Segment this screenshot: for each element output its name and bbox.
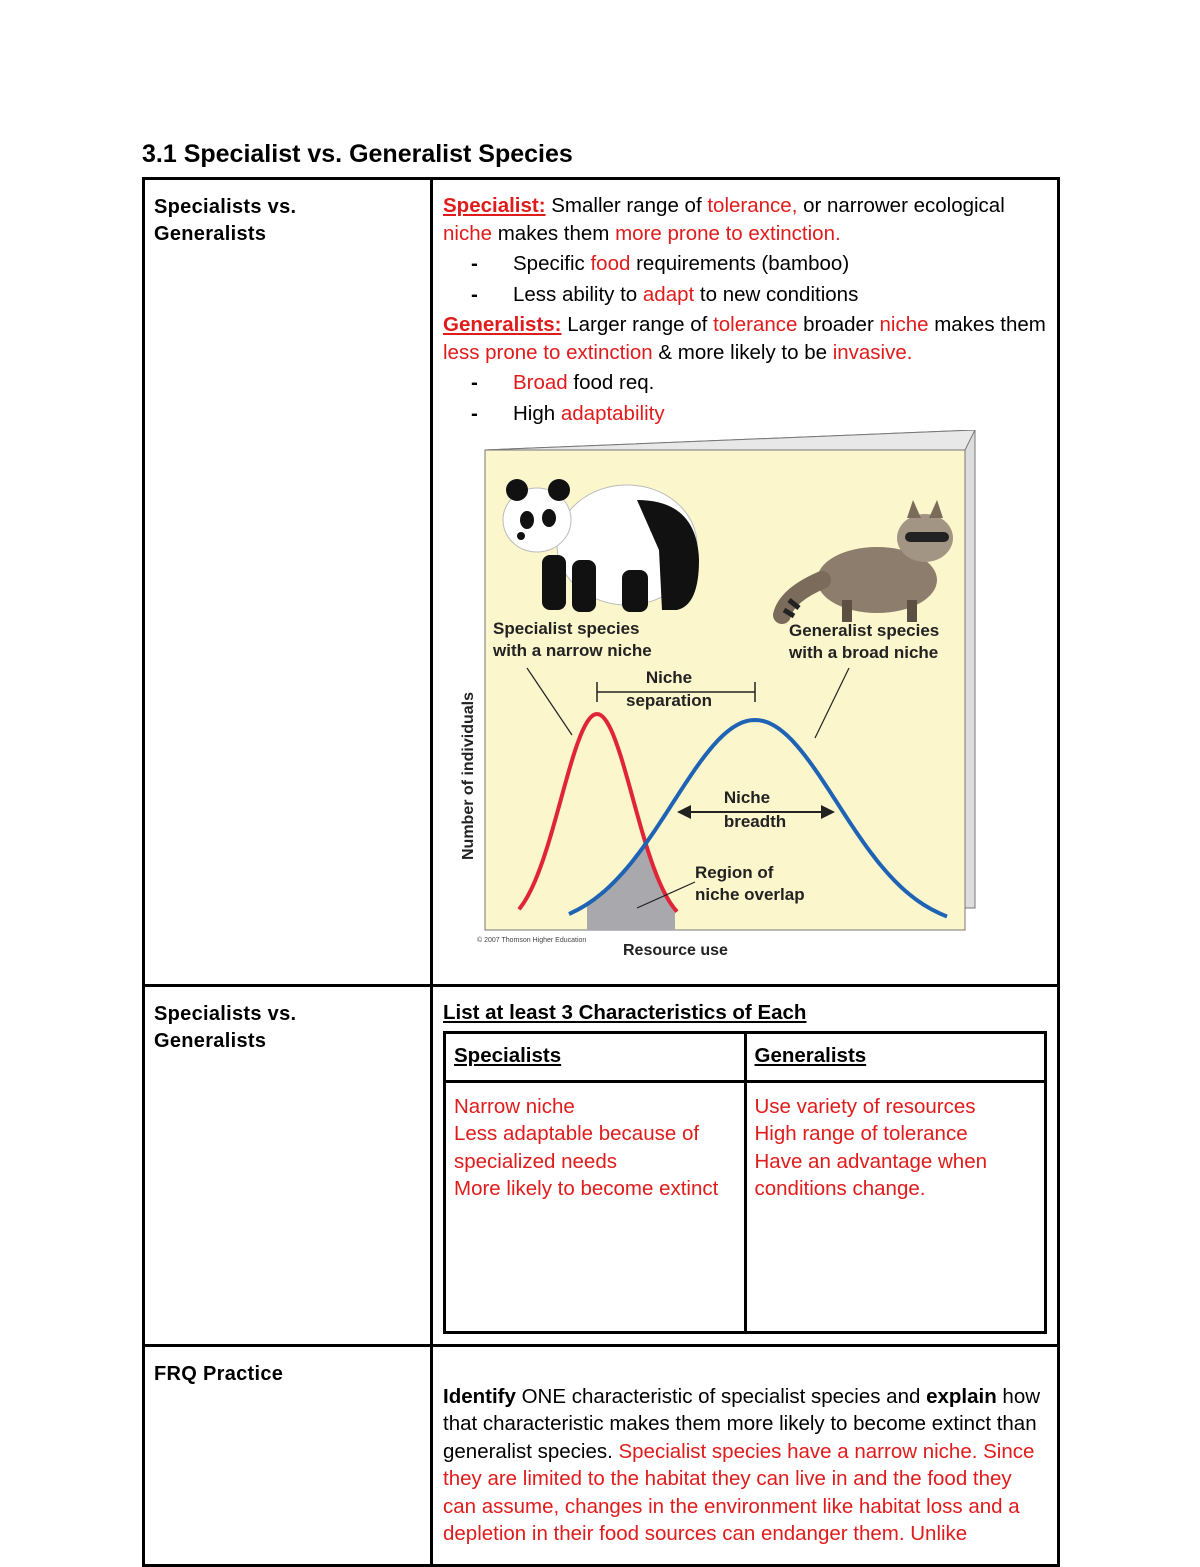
list-item: Narrow niche — [454, 1094, 575, 1118]
niche-diagram — [437, 430, 997, 960]
list-item: - Less ability to adapt to new conditions — [471, 282, 859, 306]
generalists-header: Generalists — [754, 1043, 867, 1067]
table-row — [144, 179, 1059, 986]
specialists-header: Specialists — [454, 1043, 562, 1067]
list-item: Have an advantage when conditions change. — [754, 1149, 988, 1200]
niche-separation-label: Niche — [645, 668, 693, 687]
row-label: FRQ Practice — [154, 1362, 284, 1385]
y-axis-label: Number of individuals — [460, 691, 477, 860]
list-item: Use variety of resources — [754, 1094, 976, 1118]
generalist-caption: Generalist species — [789, 621, 940, 640]
specialist-caption: Specialist species — [493, 619, 640, 638]
generalist-caption-2: with a broad niche — [789, 643, 939, 662]
table-row — [445, 1081, 1046, 1332]
row-content-cell — [432, 986, 1059, 1346]
row-label: Specialists vs. Generalists — [154, 1003, 297, 1052]
niche-breadth-label-2: breadth — [723, 812, 787, 831]
characteristics-heading: List at least 3 Characteristics of Each — [443, 1001, 807, 1024]
row-content-cell — [432, 1345, 1059, 1565]
x-axis-label: Resource use — [623, 942, 728, 959]
list-item: - Broad food req. — [471, 371, 655, 394]
row-label: Specialists vs. Generalists — [154, 196, 297, 245]
niche-separation-label-2: separation — [626, 691, 712, 710]
table-row — [144, 1345, 1059, 1565]
specialist-definition: Specialist: Smaller range of tolerance, or narrower ecological niche makes them more prone to extinction. — [443, 194, 1005, 245]
row-label-cell — [144, 179, 432, 986]
list-item: Less adaptable because of specialized needs — [454, 1122, 700, 1173]
specialist-term: Specialist: — [443, 194, 546, 217]
row-label-cell — [144, 1345, 432, 1565]
row-label-cell — [144, 986, 432, 1346]
panel-top — [485, 430, 975, 450]
generalist-term: Generalists: — [443, 313, 562, 336]
table-row — [445, 1032, 1046, 1081]
characteristics-table — [443, 1031, 1047, 1334]
frq-answer: Specialist species have a narrow niche. Since they are limited to the habitat they can live in and the food they can assume, changes in the environment like habitat loss and a depletion in their food sources can endanger them. Unlike — [443, 1439, 1035, 1545]
frq-text: Identify ONE characteristic of specialist species and explain how that characteristic makes them more likely to become extinct than generalist species. Specialist species have a narrow niche. Since they are limited to the habitat they can live in and the food they can assume, changes in the environment like habitat loss and a depletion in their food sources can endanger them. Unlike — [443, 1384, 1041, 1545]
specialist-caption-2: with a narrow niche — [493, 641, 652, 660]
list-item: High range of tolerance — [754, 1122, 968, 1145]
table-row — [144, 986, 1059, 1346]
copyright-text: © 2007 Thomson Higher Education — [477, 937, 587, 944]
row-content-cell — [432, 179, 1059, 986]
list-item: More likely to become extinct — [454, 1177, 719, 1200]
niche-figure — [437, 430, 997, 960]
notes-table — [142, 177, 1060, 1567]
overlap-label: Region of — [695, 863, 774, 882]
list-item: - Specific food requirements (bamboo) — [471, 252, 850, 275]
list-item: - High adaptability — [471, 401, 665, 425]
generalist-definition: Generalists: Larger range of tolerance broader niche makes them less prone to extinction & more likely to be invasive. — [443, 313, 1046, 364]
overlap-label-2: niche overlap — [695, 885, 805, 904]
page-title: 3.1 Specialist vs. Generalist Species — [142, 140, 573, 168]
niche-breadth-label: Niche — [723, 788, 771, 807]
